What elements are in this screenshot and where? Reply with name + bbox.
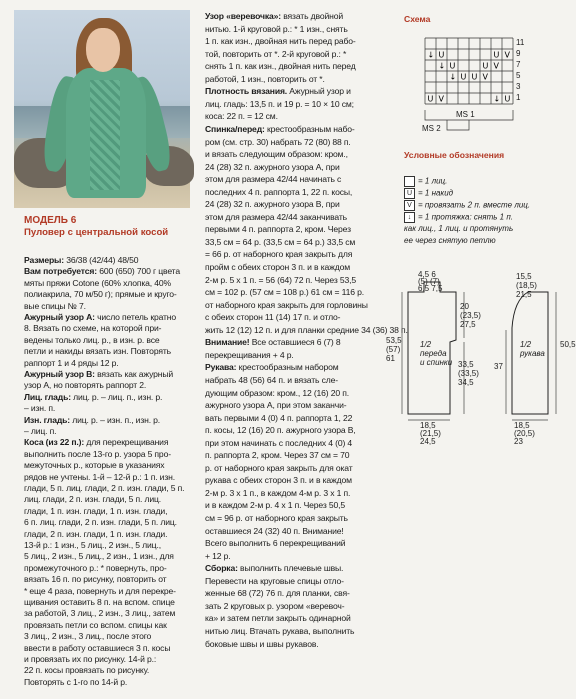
- text-line: и в каждом 2-м р. 4 x 1 п. Через 50,5: [205, 500, 346, 511]
- legend-item: [404, 200, 530, 211]
- text-line: и провязать их по рисунку. 14-й р.:: [24, 654, 157, 664]
- text-line: мяты пряжи Cotone (60% хлопка, 40%: [24, 277, 171, 288]
- text-line: рукава с обеих сторон 3 п. и в каждом: [205, 475, 352, 486]
- text-line: р. от наборного края закрыть для окат: [205, 462, 353, 473]
- pattern-dimension: 61: [386, 354, 395, 363]
- text-line: рядов не учтены. 1-й – 12-й р.: 1 п. изн.: [24, 471, 175, 482]
- pattern-dimension: 4,5 6: [418, 270, 436, 279]
- schema-symbol: U: [493, 50, 500, 60]
- text-line: с обеих сторон 11 (14) 17 п. и отло-: [205, 312, 341, 323]
- text-line: Коса (из 22 п.): для перекрещивания: [24, 437, 169, 448]
- pattern-dimension: (18,5): [516, 281, 537, 290]
- schema-chart: [403, 26, 563, 136]
- pattern-dimension: 18,5: [514, 421, 530, 430]
- text-line: той, повторить от *. 2-й круговой р.: *: [205, 48, 347, 59]
- model-title: МОДЕЛЬ 6: [24, 215, 77, 226]
- pattern-dimension: (23,5): [460, 311, 481, 320]
- schema-symbol: V: [482, 72, 488, 82]
- pattern-dimension: 21,5: [516, 290, 532, 299]
- text-line: 2-м р. 3 x 1 п., в каждом 4-м р. 3 x 1 п.: [205, 487, 351, 498]
- text-line: узор А, но повторять раппорт 2.: [24, 380, 147, 391]
- text-line: петли и накиды вязать изн. Повторять: [24, 346, 171, 357]
- text-line: 5 лиц., 2 изн., 5 лиц., 2 изн., 1 изн., для: [24, 551, 174, 562]
- text-line: провязать петли со вспом. спицы как: [24, 619, 167, 630]
- text-line: Всего выполнить 6 перекрещиваний: [205, 538, 346, 549]
- schema-symbol: ↓: [493, 94, 501, 104]
- text-line: 1 п. как изн., двойная нить перед рабо-: [205, 36, 356, 47]
- schema-symbol: ↓: [438, 61, 446, 71]
- legend-item: [404, 212, 513, 223]
- schema-symbol: V: [493, 61, 499, 71]
- text-line: полиакрила, 70 м/50 г); прямые и круго-: [24, 289, 177, 300]
- text-line: п. раппорта 2, кром. Через 37 см = 70: [205, 450, 350, 461]
- schema-symbol: U: [449, 61, 456, 71]
- text-line: 33,5 см = 64 р. (33,5 см = 64 р.) 33,5 см: [205, 236, 356, 247]
- text-line: Рукава: крестообразным набором: [205, 362, 339, 373]
- text-line: ввести в работу оставшиеся 3 п. косы: [24, 642, 171, 653]
- text-line: 13-й р.: 1 изн., 5 лиц., 2 изн., 5 лиц.,: [24, 540, 161, 550]
- text-line: * еще 4 раза, повернуть и для перекре-: [24, 585, 176, 596]
- legend-text: ее через снятую петлю: [404, 236, 496, 245]
- legend-text: = 1 накид: [418, 188, 454, 198]
- text-line: вые спицы № 7.: [24, 300, 86, 311]
- text-line: Лиц. гладь: лиц. р. – лиц. п., изн. р.: [24, 391, 163, 402]
- text-line: за работой, 3 лиц., 2 изн., 3 лиц., затем: [24, 608, 176, 619]
- text-line: перекрещивания + 4 р.: [205, 349, 294, 360]
- text-line: 22 п. косы провязать по рисунку.: [24, 665, 150, 676]
- text-line: Сборка: выполнить плечевые швы.: [205, 563, 344, 574]
- pattern-dimension: (33,5): [458, 369, 479, 378]
- text-line: первыми 4 п. раппорта 2, кром. Через: [205, 224, 351, 235]
- text-line: вязать 16 п. по рисунку, повторить от: [24, 574, 167, 585]
- pattern-dimension: 53,5: [386, 336, 402, 345]
- text-line: Ажурный узор В: вязать как ажурный: [24, 369, 174, 379]
- pattern-dimension: 27,5: [460, 320, 476, 329]
- pattern-dimension: (57): [386, 345, 401, 354]
- model-face: [86, 28, 120, 72]
- pattern-dimension: 18,5: [420, 421, 436, 430]
- text-line: вать первыми 4 (0) 4 п. раппорта 1, 22: [205, 412, 353, 423]
- pattern-dimension: (20,5): [514, 429, 535, 438]
- text-line: этом для размера 42/44 заканчивать: [205, 211, 347, 222]
- text-line: Узор «веревочка»: вязать двойной: [205, 11, 343, 21]
- pattern-dimension: (21,5): [420, 429, 441, 438]
- row-number: 1: [516, 93, 521, 102]
- sleeve-inner-label: 1/2 рукава: [520, 340, 545, 358]
- text-line: боковые швы и швы рукавов.: [205, 638, 319, 649]
- text-line: см = 96 р. от наборного края закрыть: [205, 513, 348, 523]
- legend-item: [404, 188, 453, 199]
- pattern-dimension: 24,5: [420, 437, 436, 446]
- text-line: Перевести на круговые спицы отло-: [205, 575, 344, 586]
- text-line: снять 1 п. как изн., двойная нить перед: [205, 61, 356, 72]
- text-line: пройм с обеих сторон 3 п. и в каждом: [205, 262, 350, 272]
- schema-symbol: U: [482, 61, 489, 71]
- text-line: глади, 5 п. лиц. глади, 2 п. изн. глади, 5 п.: [24, 483, 185, 493]
- legend-symbol-icon: U: [404, 188, 415, 199]
- text-line: 2-м р. 5 x 1 п. = 56 (64) 72 п. Через 53,5: [205, 274, 356, 285]
- text-line: Спинка/перед: крестообразным набо-: [205, 123, 355, 134]
- front-inner-label: 1/2 переда и спинки: [420, 340, 453, 367]
- text-line: женные 68 (72) 76 п. для планки, свя-: [205, 588, 350, 599]
- text-line: нитью. 1-й круговой р.: * 1 изн., снять: [205, 23, 348, 34]
- text-line: дующим образом: кром., 12 (16) 20 п.: [205, 387, 349, 398]
- pattern-dimension: 23: [514, 437, 523, 446]
- schema-title: Схема: [404, 14, 431, 24]
- row-number: 5: [516, 71, 521, 80]
- schema-symbol: U: [427, 94, 434, 104]
- text-line: от наборного края закрыть для горловины: [205, 299, 368, 310]
- schema-symbol: ↓: [449, 72, 457, 82]
- legend-symbol-icon: V: [404, 200, 415, 211]
- legend-text: как лиц., 1 лиц. и протянуть: [404, 224, 514, 233]
- legend-text: = провязать 2 п. вместе лиц.: [418, 200, 531, 210]
- schema-symbol: U: [504, 94, 511, 104]
- text-line: п. косы, 12 (16) 20 п. ажурного узора В,: [205, 425, 356, 436]
- legend-item: [404, 236, 496, 246]
- text-line: работой, 1 изн., повторить от *.: [205, 73, 325, 84]
- pattern-dimension: (5) (7): [418, 277, 440, 286]
- pattern-dimension: 34,5: [458, 378, 474, 387]
- text-line: 24 (28) 32 п. ажурного узора В, при: [205, 199, 340, 210]
- text-line: Ажурный узор А: число петель кратно: [24, 312, 177, 322]
- legend-symbol-icon: ↓: [404, 212, 415, 223]
- text-line: ром (см. стр. 30) набрать 72 (80) 88 п.: [205, 136, 351, 147]
- text-line: Внимание! Все оставшиеся 6 (7) 8: [205, 337, 341, 348]
- sweater-cable: [90, 80, 120, 190]
- legend-title: Условные обозначения: [404, 150, 505, 160]
- text-line: 3 лиц., 2 изн., 3 лиц., после этого: [24, 631, 152, 642]
- pattern-dimension: 20: [460, 302, 469, 311]
- text-line: раппорт 1 и 4 ряды 12 р.: [24, 357, 119, 368]
- pattern-dimension: 37: [494, 362, 503, 371]
- text-line: 8. Вязать по схеме, на которой при-: [24, 323, 162, 334]
- legend-text: = 1 протяжка: снять 1 п.: [418, 212, 513, 222]
- text-line: лиц. гладь: 13,5 п. и 19 р. = 10 × 10 см;: [205, 98, 354, 109]
- pattern-dimension: 50,5: [560, 340, 576, 349]
- text-line: щивания оставить 8 п. на вспом. спице: [24, 597, 175, 607]
- text-line: + 12 р.: [205, 550, 231, 561]
- schema-symbol: V: [438, 94, 444, 104]
- schema-symbol: U: [438, 50, 445, 60]
- text-line: выполнить после 13-го р. узора 5 про-: [24, 448, 171, 459]
- text-line: этом для размера 42/44 начинать с: [205, 174, 342, 185]
- text-line: при этом начинать с последних 4 (0) 4: [205, 437, 353, 448]
- text-line: и вязать следующим образом: кром.,: [205, 149, 348, 160]
- text-line: ка» и затем петли закрыть одинарной: [205, 613, 351, 624]
- schema-symbol: ↓: [427, 50, 435, 60]
- row-number: 9: [516, 49, 521, 58]
- schema-symbol: U: [460, 72, 467, 82]
- pattern-dimension: 6,5 7,5: [418, 284, 443, 293]
- legend-text: = 1 лиц.: [418, 176, 448, 186]
- text-line: лиц. глади, 2 п. изн. глади, 5 п. лиц.: [24, 494, 162, 505]
- ms1-label: MS 1: [456, 110, 475, 119]
- pattern-dimension: 33,5: [458, 360, 474, 369]
- text-line: межуточных р., которые в указаниях: [24, 460, 165, 471]
- text-line: 6 п. лиц. глади, 2 п. изн. глади, 5 п. лиц.: [24, 517, 177, 528]
- model-photo: [14, 10, 190, 208]
- row-number: 3: [516, 82, 521, 91]
- text-line: оставшиеся 24 (32) 40 п. Внимание!: [205, 525, 344, 536]
- text-line: глади, 1 п. изн. глади, 1 п. изн. глади,: [24, 505, 168, 516]
- text-line: Повторять с 1-го по 14-й р.: [24, 676, 128, 687]
- text-line: Размеры: 36/38 (42/44) 48/50: [24, 255, 139, 265]
- text-line: см = 102 р. (57 см = 108 р.) 61 см = 116 р.: [205, 287, 364, 298]
- text-line: = 66 р. от наборного края закрыть для: [205, 249, 353, 260]
- pattern-dimension: 15,5: [516, 272, 532, 281]
- text-line: набрать 48 (56) 64 п. и вязать сле-: [205, 374, 338, 385]
- text-line: Плотность вязания. Ажурный узор и: [205, 86, 351, 97]
- schema-symbol: V: [504, 50, 510, 60]
- schema-symbol: U: [471, 72, 478, 82]
- legend-symbol-icon: [404, 176, 415, 187]
- text-line: ведены только лиц. р., в изн. р. все: [24, 334, 160, 345]
- text-line: коса: 22 п. = 12 см.: [205, 111, 278, 122]
- legend-item: [404, 224, 513, 234]
- text-line: нитью лиц. Втачать рукава, выполнить: [205, 625, 355, 636]
- text-line: – изн. п.: [24, 403, 56, 414]
- row-number: 11: [516, 38, 525, 47]
- text-line: Изн. гладь: лиц. р. – изн. п., изн. р.: [24, 414, 161, 425]
- model-subtitle: Пуловер с центральной косой: [24, 227, 169, 238]
- row-number: 7: [516, 60, 521, 69]
- text-line: Вам потребуется: 600 (650) 700 г цвета: [24, 266, 180, 277]
- text-line: – лиц. п.: [24, 426, 57, 436]
- ms2-label: MS 2: [422, 124, 441, 133]
- text-line: зать 2 круговых р. узором «веревоч-: [205, 600, 345, 611]
- text-line: жить 12 (12) 12 п. и для планки средние 34 (36) 38 п.: [205, 324, 408, 335]
- text-line: промежуточного р.: * повернуть, про-: [24, 562, 167, 573]
- legend-item: [404, 176, 447, 187]
- text-line: глади, 2 п. изн. глади, 1 п. изн. глади.: [24, 528, 168, 539]
- text-line: ажурного узора А, при этом заканчи-: [205, 400, 347, 411]
- text-line: последних 4 п. раппорта 1, 22 п. косы,: [205, 186, 353, 197]
- text-line: 24 (28) 32 п. ажурного узора А, при: [205, 161, 340, 172]
